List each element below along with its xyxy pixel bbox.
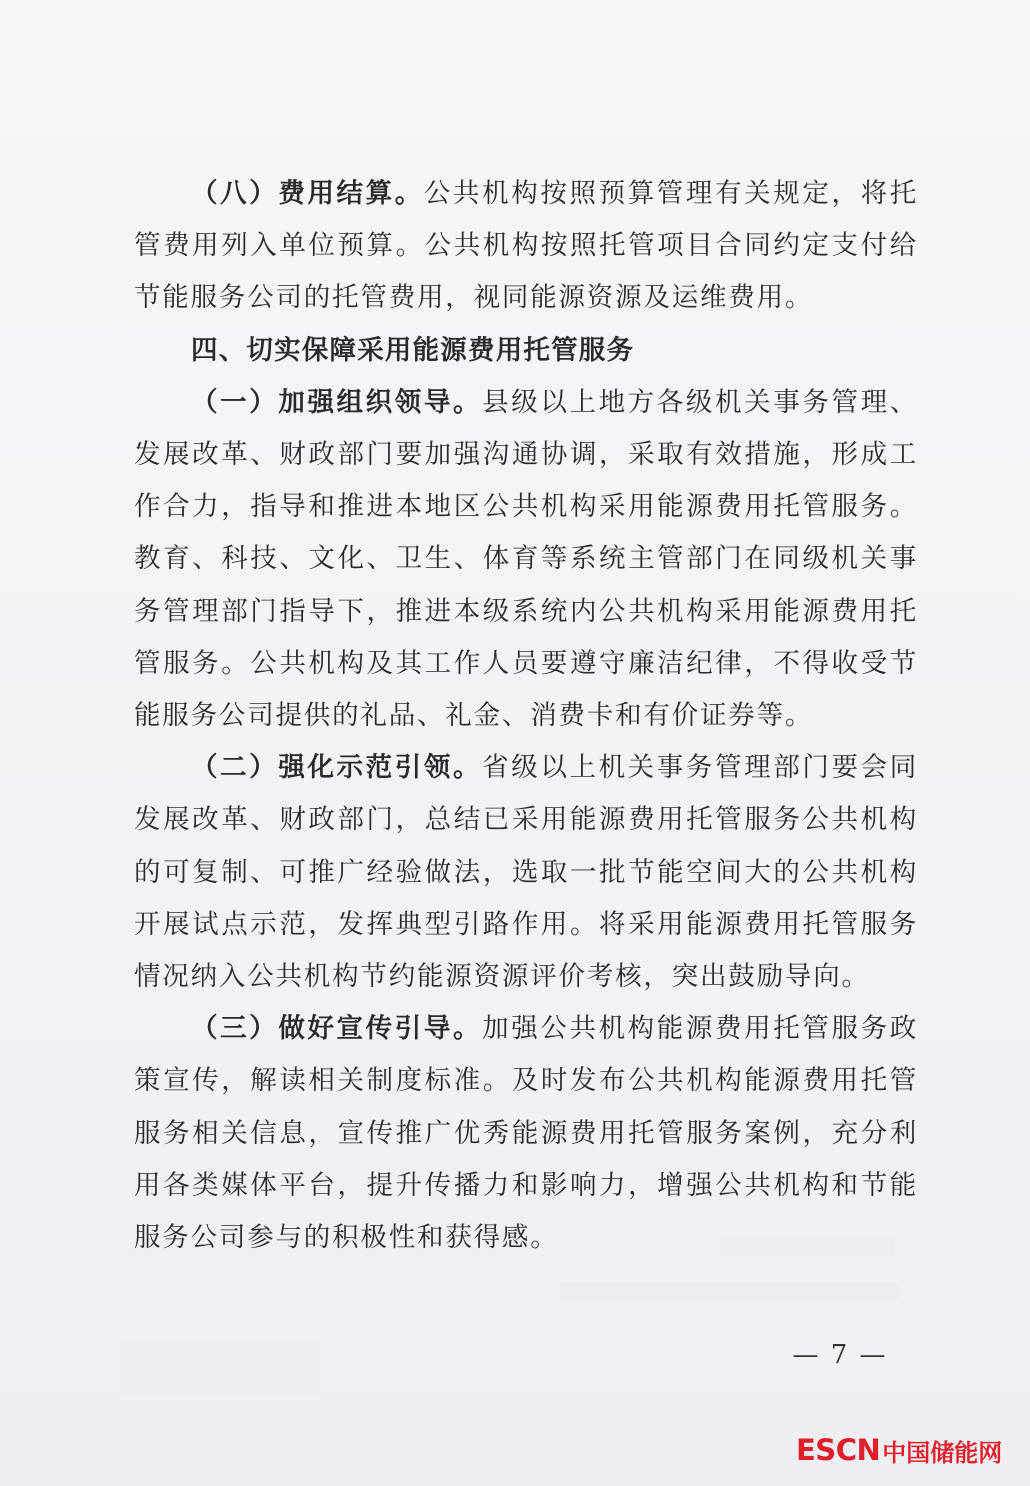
page-number: — 7 —: [792, 1340, 888, 1370]
section-heading: 四、切实保障采用能源费用托管服务: [191, 334, 635, 366]
paragraph-lead: （一）加强组织领导。: [191, 386, 483, 418]
paragraph-lead: （三）做好宣传引导。: [191, 1013, 483, 1045]
show-through-mark: [120, 1342, 320, 1394]
paragraph-organization-leadership: [134, 377, 918, 742]
paragraph-lead: （二）强化示范引领。: [191, 752, 483, 784]
watermark-chinese: 中国储能网: [882, 1438, 1003, 1467]
paragraph-text: 县级以上地方各级机关事务管理、发展改革、财政部门要加强沟通协调，采取有效措施，形成工作合力，指导和推进本地区公共机构采用能源费用托管服务。教育、科技、文化、卫生、体育等系统主管部门在同级机关事务管理部门指导下，推进本级系统内公共机构采用能源费用托管服务。公共机构及其工作人员要遵守廉洁纪律，不得收受节能服务公司提供的礼品、礼金、消费卡和有价证券等。: [134, 386, 918, 732]
paragraph-text: 公共机构按照预算管理有关规定，将托管费用列入单位预算。公共机构按照托管项目合同约定支付给节能服务公司的托管费用，视同能源资源及运维费用。: [134, 178, 918, 314]
paragraph-fee-settlement: [134, 168, 918, 325]
paragraph-text: 省级以上机关事务管理部门要会同发展改革、财政部门，总结已采用能源费用托管服务公共机构的可复制、可推广经验做法，选取一批节能空间大的公共机构开展试点示范，发挥典型引路作用。将采用能源费用托管服务情况纳入公共机构节约能源资源评价考核，突出鼓励导向。: [134, 752, 918, 993]
paragraph-demonstration: [134, 742, 918, 1003]
show-through-mark: [560, 1282, 900, 1300]
document-body: [134, 168, 918, 1264]
paragraph-publicity: [134, 1003, 918, 1264]
watermark-latin: ESCN: [796, 1433, 881, 1467]
paragraph-text: 加强公共机构能源费用托管服务政策宣传，解读相关制度标准。及时发布公共机构能源费用托管服务相关信息，宣传推广优秀能源费用托管服务案例，充分利用各类媒体平台，提升传播力和影响力，增强公共机构和节能服务公司参与的积极性和获得感。: [134, 1013, 918, 1254]
paragraph-lead: （八）费用结算。: [191, 178, 424, 209]
escn-watermark-logo: [796, 1430, 1002, 1470]
